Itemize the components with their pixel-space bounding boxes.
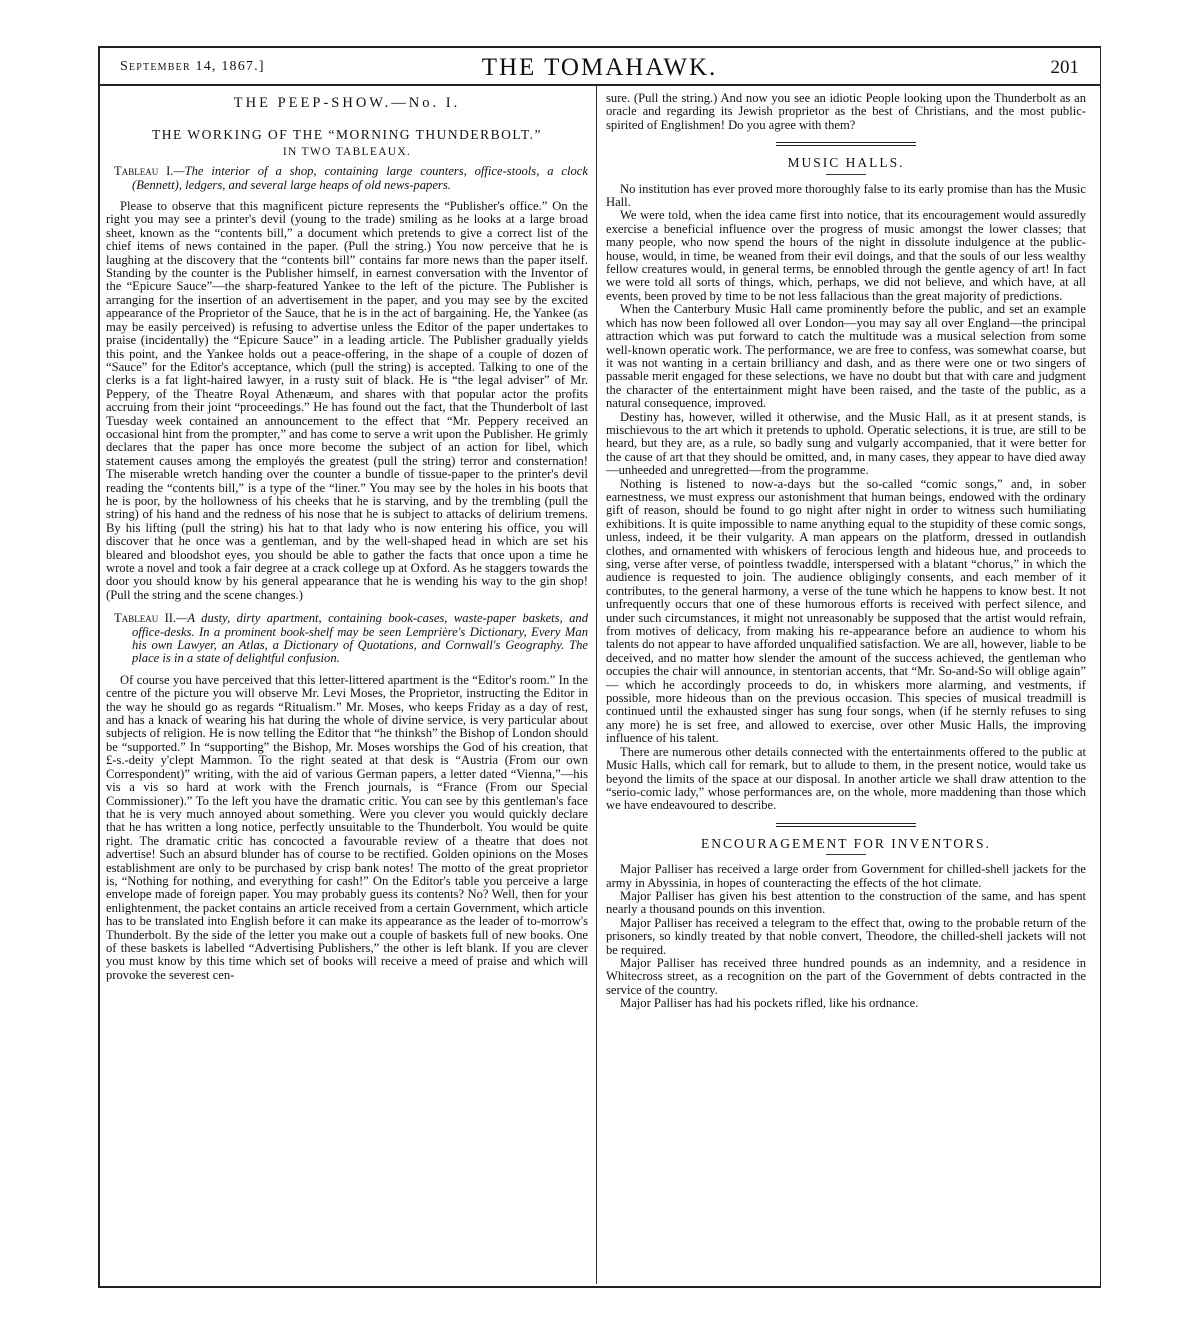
issue-date: September 14, 1867.] xyxy=(120,59,265,74)
music-halls-paragraph: Nothing is listened to now-a-days but the so-called “comic songs,” and, in sober earnestness, we must express our astonishment that human beings, endowed with the ordinary gift of reason, should be found to go night after night in order to witness such humiliating exhibitions. It is quite impossible to name anything equal to the stupidity of these comic songs, unless, indeed, it be their vulgarity. A man appears on the platform, dressed in outlandish clothes, and ornamented with whiskers of ferocious length and hideous hue, and proceeds to sing, verse after verse, of pointless twaddle, interspersed with a blatant “chorus,” in which the audience is requested to join. The audience obligingly consents, and each member of it contributes, to the general harmony, a verse of the tune which he happens to know best. It not unfrequently occurs that one of these humorous efforts is received with perfect silence, and under such circumstances, it might not unreasonably be supposed that the artist would refrain, from motives of delicacy, from making his re-appearance before an audience to whom his talents do not appear to have afforded unqualified satisfaction. We are all, however, liable to be deceived, and no matter how slender the amount of the success achieved, the gentleman who occupies the chair will announce, in stentorian accents, that “Mr. So-and-So will oblige again” — which he accordingly proceeds to do, in whiskers more alarming, and vestments, if possible, more hideous than on the previous occasion. This species of musical treadmill is continued until the exhausted singer has sung four songs, when (if he sternly refuses to sing any more) he is set free, and allowed to exercise, over other Music Halls, the improving influence of his talent. xyxy=(606,476,1086,746)
article-title-music-halls: MUSIC HALLS. xyxy=(787,155,905,171)
header-rule xyxy=(98,84,1101,86)
article-subtitle: THE WORKING OF THE “MORNING THUNDERBOLT.” xyxy=(152,127,542,143)
tableau-two-label: Tableau II. xyxy=(114,611,177,626)
music-halls-paragraph: No institution has ever proved more thoroughly false to its early promise than has the Music Hall. xyxy=(606,181,1086,210)
tableau-two-description: —A dusty, dirty apartment, containing book-cases, waste-paper baskets, and office-desks. In a prominent book-shelf may be seen Lemprière's Dictionary, Every Man his own Lawyer, an Atlas, a Dictionary of Quotations, and Cornwall's Geography. The place is in a state of delightful confusion. xyxy=(132,611,589,666)
music-halls-paragraph: There are numerous other details connected with the entertainments offered to the public at Music Halls, which call for remark, but to allude to them, in the present notice, would take us beyond the limits of the space at our disposal. In another article we shall draw attention to the “serio-comic lady,” whose performances are, on the whole, more maddening than those which we have endeavoured to describe. xyxy=(606,744,1086,813)
tableau-one-heading xyxy=(106,165,588,192)
inventors-paragraph: Major Palliser has received a large order from Government for chilled-shell jackets for the army in Abyssinia, in hopes of counteracting the effects of the hot climate. xyxy=(606,862,1086,890)
section-separator xyxy=(776,823,916,827)
frame-top-rule xyxy=(98,46,1101,48)
article-subheading: IN TWO TABLEAUX. xyxy=(282,145,412,158)
page-number: 201 xyxy=(1050,57,1079,78)
music-halls-paragraph: We were told, when the idea came first into notice, that its encouragement would assuredly exercise a beneficial influence over the progress of music amongst the lower classes; that many people, who now spend the hours of the night in dissolute indulgence at the public-house, would, in time, be weaned from their evil doings, and that the souls of our less wealthy fellow creatures would, in general terms, be ennobled through the gentle agency of art! In fact we were told all sorts of things, which, perhaps, we did not believe, and which have, at all events, been proved by time to be not less fallacious than the great majority of predictions. xyxy=(606,208,1086,303)
frame-left-rule xyxy=(98,46,100,1288)
title-underline xyxy=(826,174,866,175)
left-column xyxy=(106,92,588,982)
newspaper-page xyxy=(98,46,1101,1288)
tableau-one-body: Please to observe that this magnificent picture represents the “Publisher's office.” On the right you may see a printer's devil (young to the trade) smiling as he looks at a large broad sheet, known as the “contents bill,” a document which pretends to give a correct list of the chief items of news contained in the paper. (Pull the string.) You now perceive that he is laughing at the discovery that the “contents bill” contains far more news than the paper itself. Standing by the counter is the Publisher himself, in earnest conversation with the Inventor of the “Epicure Sauce”—the sharp-featured Yankee to the left of the picture. The Publisher is arranging for the insertion of an advertisement in the paper, and you may see by the excited appearance of the Proprietor of the Sauce, that he is in the act of bargaining. He, the Yankee (as may be easily perceived) is refusing to advertise unless the Editor of the paper undertakes to praise (incidentally) the “Epicure Sauce” in a leading article. The Publisher gradually yields this point, and the Yankee holds out a peace-offering, in the shape of a couple of dozen of “Sauce” for the Editor's acceptance, which (pull the string) is accepted. Talking to one of the clerks is a fat light-haired lawyer, in a rusty suit of black. He is “the legal adviser” of Mr. Peppery, of the Theatre Royal Athenæum, and shares with that popular actor the profits accruing from their joint “proceedings.” He has found out the fact, that the Thunderbolt of last Tuesday week contained an announcement to the effect that “Mr. Peppery received an occasional hint from the prompter,” and has come to serve a writ upon the Publisher. He grimly declares that the paper has once more become the subject of an action for libel, which statement causes among the employés the greatest (pull the string) terror and consternation! The miserable wretch handing over the counter a bundle of tissue-paper to the printer's devil reading the “contents bill,” is a type of the “liner.” You may see by the holes in his boots that he is poor, by the hollowness of his cheeks that he is starving, and by the trembling (pull the string) of his hand and the redness of his nose that he is subject to attacks of delirium tremens. By his lifting (pull the string) his hat to that lady who is now entering his office, you will discover that he once was a gentleman, and by the well-shaped head in which are set his bleared and bloodshot eyes, you should be able to gather the facts that once upon a time he wrote a novel and took a fair degree at a crack college up at Oxford. As he staggers towards the door you should know by his general appearance that he is wending his way to the gin shop! (Pull the string and the scene changes.) xyxy=(106,199,588,602)
music-halls-paragraph: When the Canterbury Music Hall came prominently before the public, and set an example which has now been followed all over London—you may say all over England—the principal attraction which was put forward to catch the multitude was a musical selection from some well-known operatic work. The performance, we are free to confess, was somewhat coarse, but it was not wanting in a certain brilliancy and dash, and as there were one or two singers of passable merit engaged for these selections, we have no doubt but that with care and judgment the character of the entertainment might have been raised, and the taste of the public, as a natural consequence, improved. xyxy=(606,302,1086,411)
article-title-peep-show: THE PEEP-SHOW.—No. I. xyxy=(233,95,461,111)
inventors-paragraph: Major Palliser has had his pockets rifled, like his ordnance. xyxy=(620,996,919,1011)
peep-show-continuation: sure. (Pull the string.) And now you see an idiotic People looking upon the Thunderbolt as an oracle and regarding its Jewish proprietor as the best of Christians, and the most public-spirited of Englishmen! Do you agree with them? xyxy=(606,91,1086,132)
title-underline xyxy=(826,854,866,855)
tableau-two-heading xyxy=(106,612,588,666)
right-column xyxy=(606,92,1086,1011)
section-separator xyxy=(776,142,916,146)
music-halls-paragraph: Destiny has, however, willed it otherwise, and the Music Hall, as it at present stands, is mischievous to the art which it pretends to uphold. Operatic selections, it is true, are still to be heard, but they are, as a rule, so badly sung and vulgarly accompanied, that it were better for the cause of art that they should be omitted, and, in many cases, they appear to have died away—unheeded and unregretted—from the programme. xyxy=(606,409,1086,478)
frame-right-rule xyxy=(1100,46,1102,1288)
article-title-inventors: ENCOURAGEMENT FOR INVENTORS. xyxy=(701,835,991,851)
tableau-one-label: Tableau I. xyxy=(114,164,174,179)
inventors-paragraph: Major Palliser has received a telegram to the effect that, owing to the probable return of the prisoners, so kindly treated by that noble convert, Theodore, the chilled-shell jackets will not be required. xyxy=(606,915,1086,957)
inventors-paragraph: Major Palliser has given his best attention to the construction of the same, and has spent nearly a thousand pounds on this invention. xyxy=(606,888,1086,917)
masthead-title: THE TOMAHAWK. xyxy=(481,54,718,81)
tableau-one-description: —The interior of a shop, containing large counters, office-stools, a clock (Bennett), ledgers, and several large heaps of old news-papers. xyxy=(132,164,588,192)
tableau-two-body: Of course you have perceived that this letter-littered apartment is the “Editor's room.” In the centre of the picture you will observe Mr. Levi Moses, the Proprietor, instructing the Editor in the way he should go as regards “Ritualism.” Mr. Moses, who keeps Friday as a day of rest, and has a knack of wearing his hat during the whole of divine service, is very particular about subjects of religion. He is now telling the Editor that “he thinksh” the Bishop of London should be “supported.” In “supporting” the Bishop, Mr. Moses worships the God of his creation, that £-s.-deity y'clept Mammon. To the right seated at that desk is “Austria (From our own Correspondent)” writing, with the aid of various German papers, a letter dated “Vienna,”—his vis a vis so hard at work with the French journals, is “France (From our Special Commissioner).” To the left you have the dramatic critic. You can see by this gentleman's face that he is very much annoyed about something. Were you clever you would quickly declare that he has written a long notice, perfectly unsuitable to the Thunderbolt. You would be quite right. The dramatic critic has concocted a favourable review of a theatre that does not advertise! Such an absurd blunder has of course to be rectified. Golden opinions on the Moses establishment are only to be purchased by crisp bank notes! The motto of the great proprietor is, “Nothing for nothing, and everything for cash!” On the Editor's table you perceive a large envelope made of foreign paper. You may probably guess its contents? No? Well, then for your enlightenment, the packet contains an article received from a certain Government, which article has to be translated into English before it can make its appearance as the leader of to-morrow's Thunderbolt. By the side of the letter you make out a couple of baskets full of new books. One of these baskets is labelled “Advertising Publishers,” the other is left blank. If you are clever you must know by this time which set of books will receive a meed of praise and which will provoke the severest cen- xyxy=(106,672,588,982)
column-divider xyxy=(596,86,597,1284)
inventors-paragraph: Major Palliser has received three hundred pounds as an indemnity, and a residence in Whitecross street, as a recognition on the part of the Government of debts contracted in the service of the country. xyxy=(606,955,1086,997)
frame-bottom-rule xyxy=(98,1286,1101,1288)
